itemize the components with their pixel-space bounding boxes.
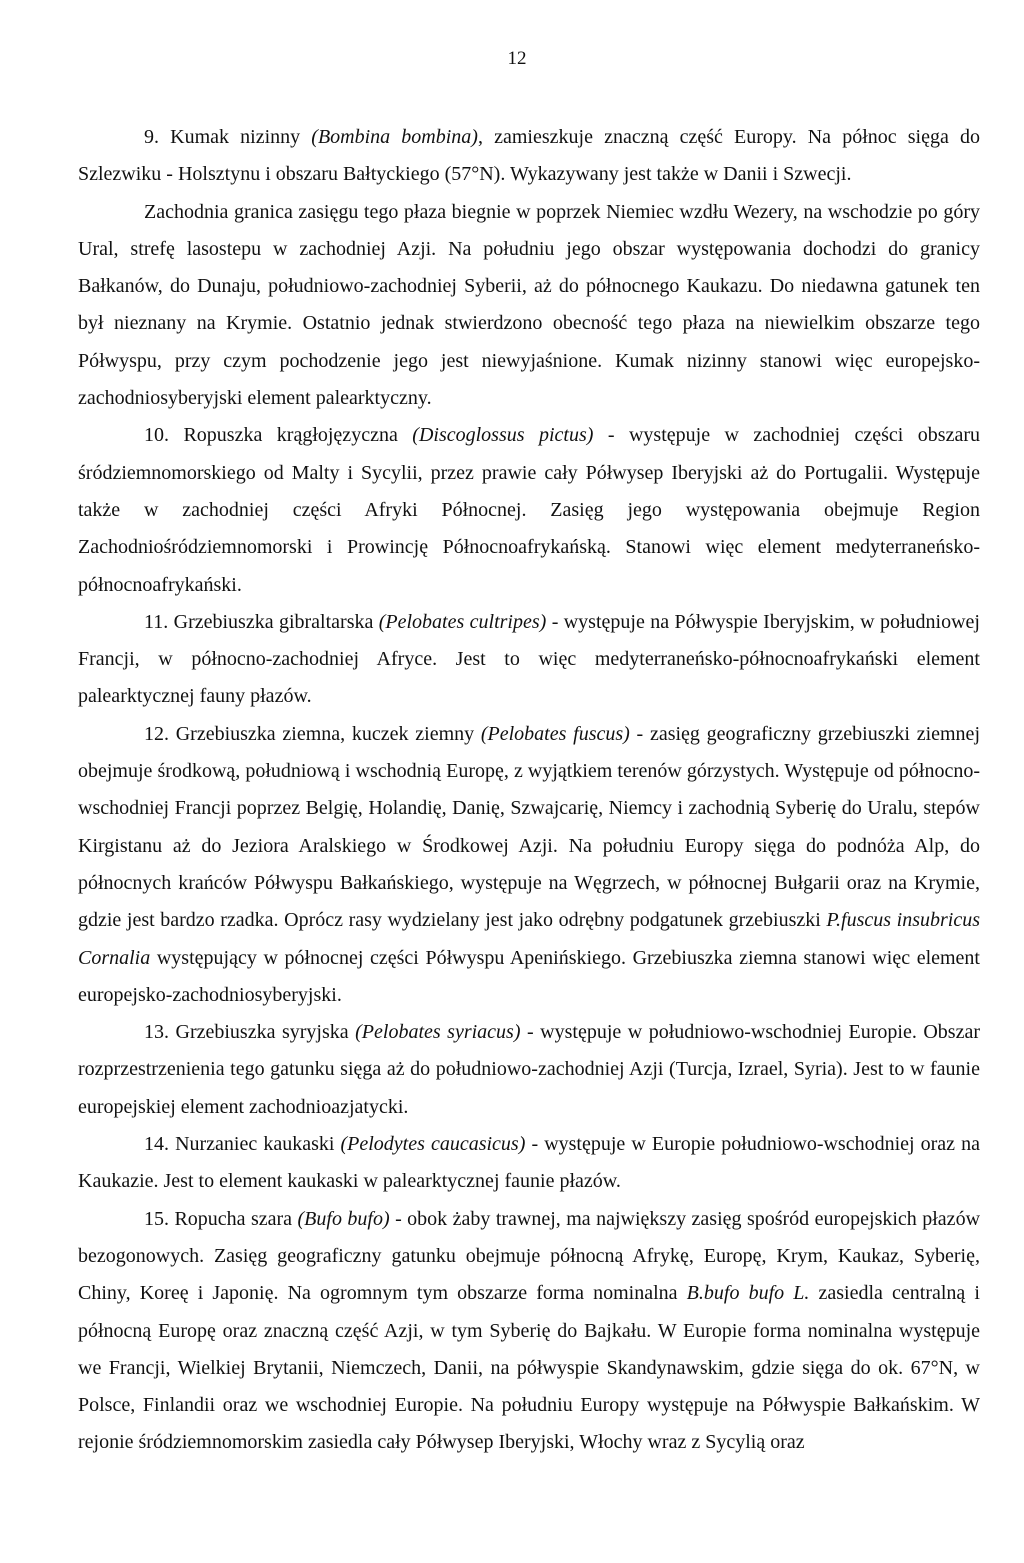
species-name: P.fuscus insubricus Cornalia — [78, 909, 980, 969]
text-run: 10. Ropuszka krągłojęzyczna — [144, 424, 413, 447]
species-name: (Pelobates cultripes) — [378, 610, 547, 633]
text-run: 15. Ropucha szara — [144, 1207, 298, 1230]
text-run: występujący w północnej części Półwyspu Apenińskiego. Grzebiuszka ziemna stanowi więc element europejsko-zachodniosyberyjski. — [78, 946, 980, 1006]
text-run: - występuje na Półwyspie Iberyjskim, w południowej Francji, w północno-zachodniej Afryce. Jest to więc medyterraneńsko-północnoafrykański element palearktycznej fauny płazów. — [78, 610, 980, 708]
paragraph-p9b — [78, 194, 980, 418]
species-name: (Bombina bombina) — [311, 126, 478, 148]
paragraph-p12 — [78, 716, 980, 1014]
paragraph-p11 — [78, 604, 980, 716]
text-run: - występuje w Europie południowo-wschodniej oraz na Kaukazie. Jest to element kaukaski w palearktycznej faunie płazów. — [78, 1133, 981, 1193]
text-run: - obok żaby trawnej, ma największy zasięg spośród europejskich płazów bezogonowych. Zasięg geograficzny gatunku obejmuje północną Afrykę, Europę, Krym, Kaukaz, Syberię, Chiny, Koreę i Japonię. Na ogromnym tym obszarze forma nominalna — [78, 1207, 981, 1305]
text-run: zasiedla centralną i północną Europę oraz znaczną część Azji, w tym Syberię do Bajkału. W Europie forma nominalna występuje we Francji, Wielkiej Brytanii, Niemczech, Danii, na półwyspie Skandynawskim, gdzie sięga do ok. 67°N, w Polsce, Finlandii oraz we wschodniej Europie. Na południu Europy występuje na Półwyspie Bałkańskim. W rejonie śródziemnomorskim zasiedla cały Półwysep Iberyjski, Włochy wraz z Sycylią oraz — [78, 1282, 980, 1454]
species-name: (Pelodytes caucasicus) — [340, 1133, 526, 1156]
paragraph-p9a — [78, 119, 980, 194]
body-text — [78, 119, 980, 1462]
species-name: (Bufo bufo) — [297, 1207, 390, 1230]
text-run: , zamieszkuje znaczną część Europy. Na północ sięga do Szlezwiku - Holsztynu i obszaru Bałtyckiego (57°N). Wykazywany jest także w Danii i Szwecji. — [78, 126, 980, 186]
paragraph-p13 — [78, 1014, 980, 1126]
species-name: (Pelobates syriacus) — [355, 1021, 521, 1044]
text-run: 9. Kumak nizinny — [144, 126, 312, 148]
text-run: Zachodnia granica zasięgu tego płaza biegnie w poprzek Niemiec wzdłu Wezery, na wschodzie po góry Ural, strefę lasostepu w zachodniej Azji. Na południu jego obszar występowania dochodzi do granicy Bałkanów, do Dunaju, południowo-zachodniej Syberii, aż do północnego Kaukazu. Do niedawna gatunek ten był nieznany na Krymie. Ostatnio jednak stwierdzono obecność tego płaza na niewielkim obszarze tego Półwyspu, przy czym pochodzenie jego jest niewyjaśnione. Kumak nizinny stanowi więc europejsko-zachodniosyberyjski element palearktyczny. — [78, 200, 980, 410]
paragraph-p10 — [78, 417, 980, 603]
text-run: 14. Nurzaniec kaukaski — [144, 1133, 341, 1156]
species-name: (Pelobates fuscus) — [480, 722, 630, 745]
text-run: 12. Grzebiuszka ziemna, kuczek ziemny — [144, 722, 481, 745]
text-run: 11. Grzebiuszka gibraltarska — [144, 610, 379, 633]
text-run: - zasięg geograficzny grzebiuszki ziemnej obejmuje środkową, południową i wschodnią Europę, z wyjątkiem terenów górzystych. Występuje od północno-wschodniej Francji poprzez Belgię, Holandię, Danię, Szwajcarię, Niemcy i zachodnią Syberię do Uralu, stepów Kirgistanu aż do Jeziora Aralskiego w Środkowej Azji. Na południu Europy sięga do podnóża Alp, do północnych krańców Półwyspu Bałkańskiego, występuje na Węgrzech, w północnej Bułgarii oraz na Krymie, gdzie jest bardzo rzadka. Oprócz rasy wydzielany jest jako odrębny podgatunek grzebiuszki — [78, 722, 980, 932]
species-name: B.bufo bufo L. — [686, 1282, 810, 1305]
paragraph-p15 — [78, 1201, 980, 1462]
species-name: (Discoglossus pictus) — [412, 424, 594, 447]
paragraph-p14 — [78, 1126, 980, 1201]
text-run: - występuje w zachodniej części obszaru śródziemnomorskiego od Malty i Sycylii, przez prawie cały Półwysep Iberyjski aż do Portugalii. Występuje także w zachodniej części Afryki Północnej. Zasięg jego występowania obejmuje Region Zachodniośródziemnomorski i Prowincję Północnoafrykańską. Stanowi więc element medyterraneńsko-północnoafrykański. — [78, 424, 980, 596]
page-number: 12 — [507, 48, 527, 69]
text-run: 13. Grzebiuszka syryjska — [144, 1021, 356, 1044]
text-run: - występuje w południowo-wschodniej Europie. Obszar rozprzestrzenienia tego gatunku sięga aż do południowo-zachodniej Azji (Turcja, Izrael, Syria). Jest to w faunie europejskiej element zachodnioazjatycki. — [78, 1021, 980, 1118]
